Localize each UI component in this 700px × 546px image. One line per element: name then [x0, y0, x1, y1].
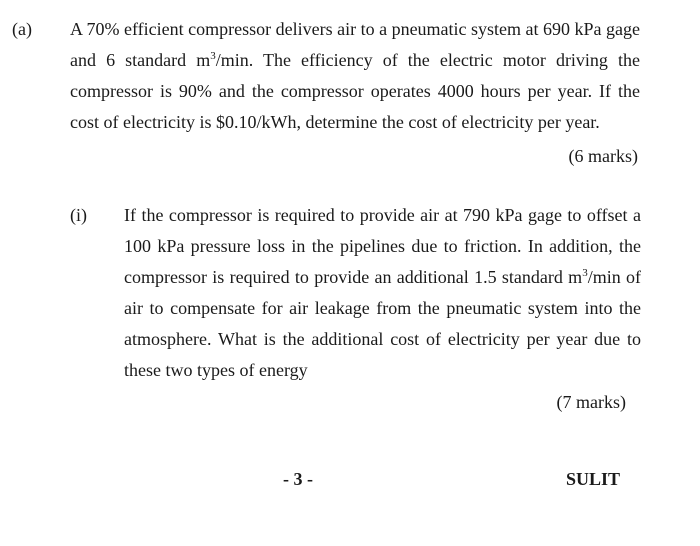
page-number: - 3 - — [283, 469, 313, 489]
question-i-label: (i) — [70, 205, 87, 225]
question-a-line-1: A 70% efficient compressor delivers air to a pneumatic system at 690 kPa gage — [70, 19, 641, 39]
question-a-marks: (6 marks) — [568, 146, 638, 166]
question-i-line-2: 100 kPa pressure loss in the pipelines due to friction. In addition, the — [124, 236, 641, 256]
question-i-line-3: compressor is required to provide an additional 1.5 standard $m^3/\min$ of — [124, 267, 641, 287]
question-i-marks: (7 marks) — [556, 392, 626, 412]
question-a-label: (a) — [12, 19, 32, 39]
question-i-line-1: If the compressor is required to provide air at 790 kPa gage to offset a — [124, 205, 641, 225]
question-i-line-4: air to compensate for air leakage from the pneumatic system into the — [124, 298, 641, 318]
classification-label: SULIT — [566, 469, 621, 489]
question-i-text — [124, 200, 641, 386]
question-i-line-5: atmosphere. What is the additional cost of electricity per year due to — [124, 329, 641, 349]
question-a-line-2: and 6 standard $m^3/\min$. The efficiency of the electric motor driving the — [70, 50, 640, 70]
question-a-line-4: cost of electricity is $0.10/kWh, determine the cost of electricity per year. — [70, 112, 600, 132]
question-a-text — [70, 14, 640, 138]
question-a-line-3: compressor is 90% and the compressor operates 4000 hours per year. If the — [70, 81, 640, 101]
question-i-line-6: these two types of energy — [124, 360, 308, 380]
